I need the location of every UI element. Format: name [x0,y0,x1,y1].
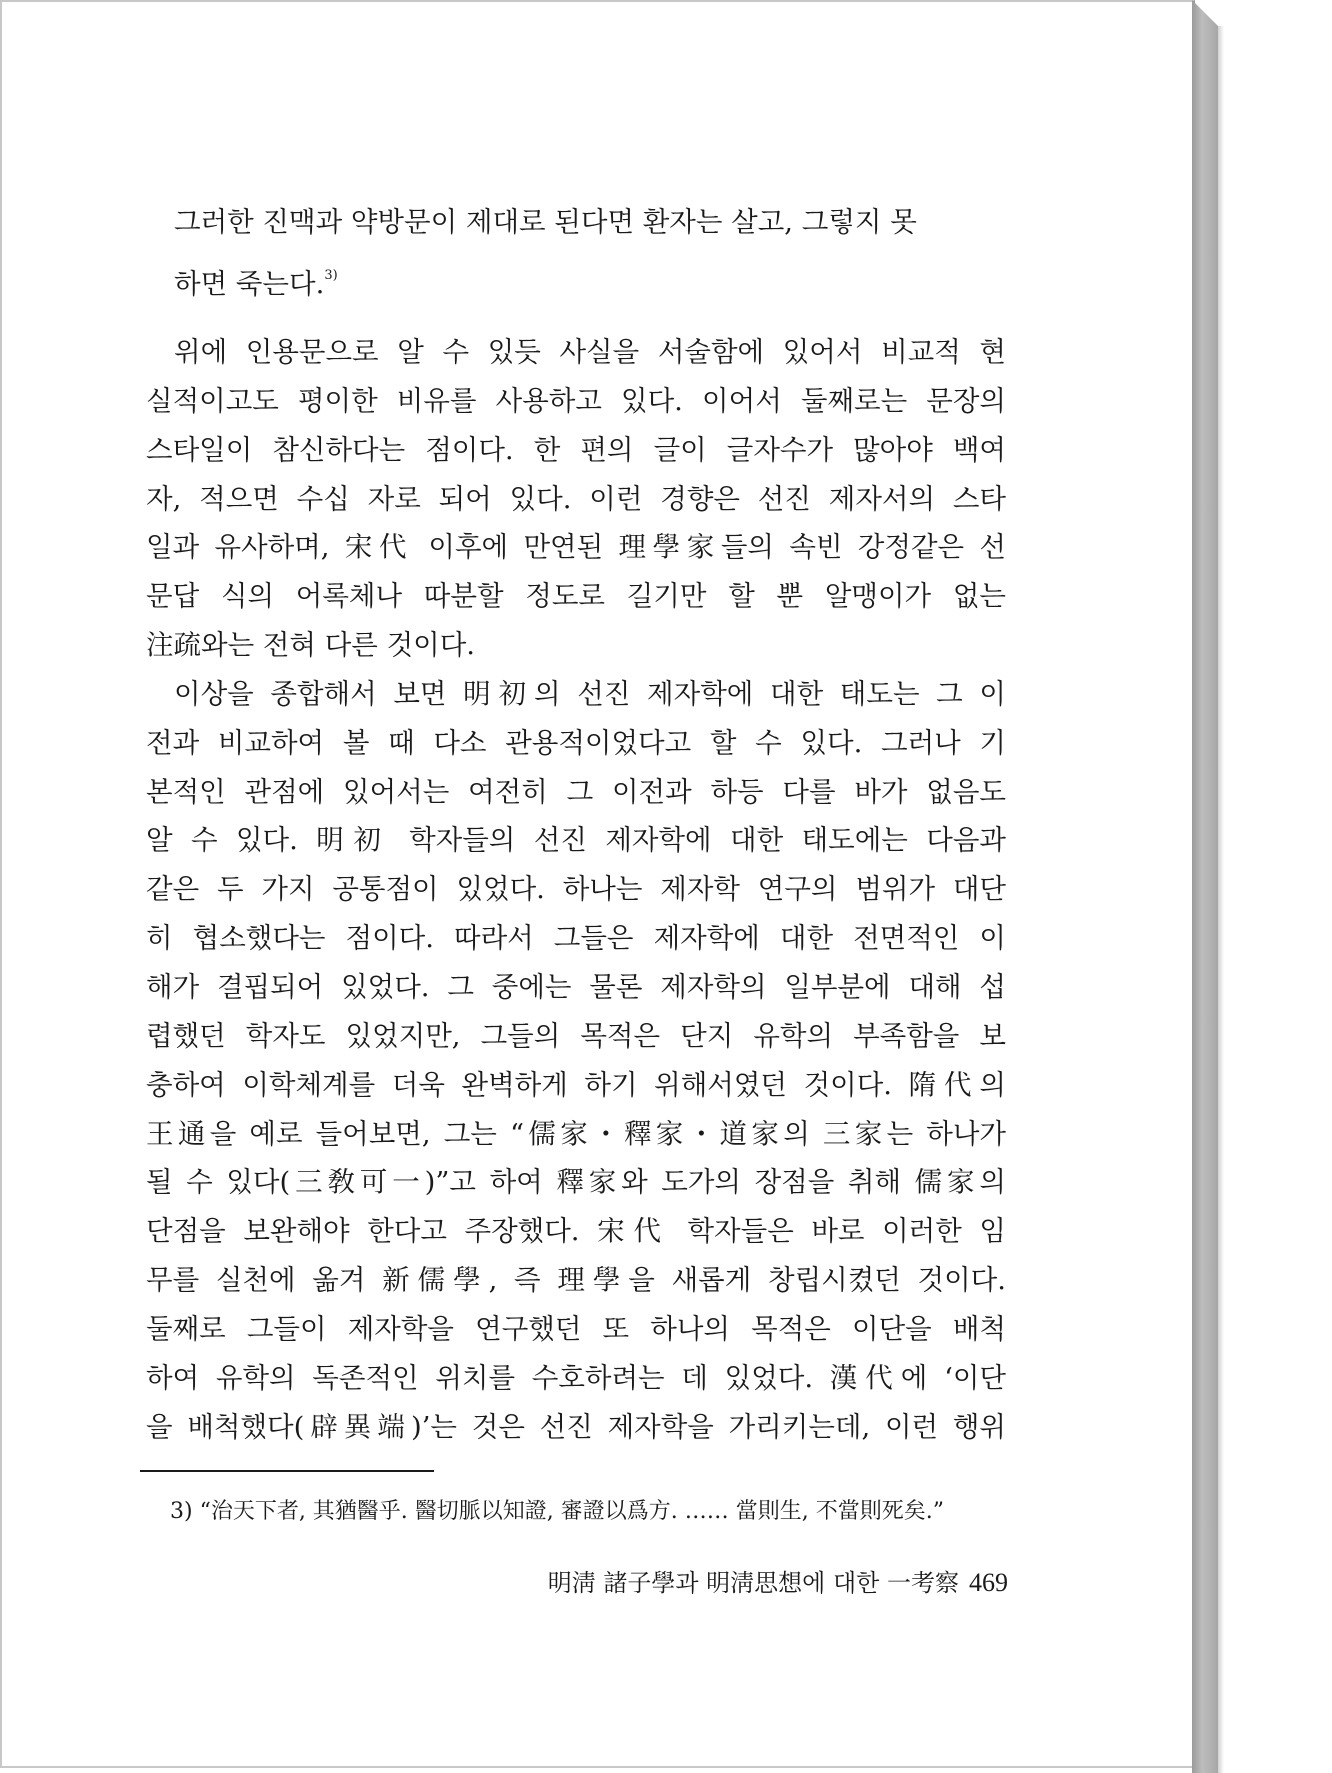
page-shadow [1218,26,1224,1773]
quote-text: 하면 죽는다. [174,268,325,300]
text-line: 히 협소했다는 점이다. 따라서 그들은 제자학에 대한 전면적인 이 [146,922,1006,955]
running-title: 明淸 諸子學과 明淸思想에 대한 一考察 [547,1569,959,1597]
text-line: 무를 실천에 옮겨 新儒學, 즉 理學을 새롭게 창립시켰던 것이다. [146,1264,1006,1297]
text-line: 王通을 예로 들어보면, 그는 “儒家・釋家・道家의 三家는 하나가 [146,1117,1006,1150]
running-footer [520,1563,1008,1598]
text-line: 알 수 있다. 明初 학자들의 선진 제자학에 대한 태도에는 다음과 [146,824,1006,857]
text-line: 스타일이 참신하다는 점이다. 한 편의 글이 글자수가 많아야 백여 [146,433,1006,466]
page-stack-edge [1192,0,1218,1773]
text-line: 문답 식의 어록체나 따분할 정도로 길기만 할 뿐 알맹이가 없는 [146,580,1006,613]
text-line: 충하여 이학체계를 더욱 완벽하게 하기 위해서였던 것이다. 隋代의 [146,1068,1006,1101]
text-line: 전과 비교하여 볼 때 다소 관용적이었다고 할 수 있다. 그러나 기 [146,726,1006,759]
text-line: 하여 유학의 독존적인 위치를 수호하려는 데 있었다. 漢代에 ‘이단 [146,1361,1006,1394]
text-line: 해가 결핍되어 있었다. 그 중에는 물론 제자학의 일부분에 대해 섭 [146,970,1006,1003]
quote-line: 그러한 진맥과 약방문이 제대로 된다면 환자는 살고, 그렇지 못 [174,206,917,238]
text-line: 될 수 있다(三敎可一)”고 하여 釋家와 도가의 장점을 취해 儒家의 [146,1166,1006,1199]
text-line: 이상을 종합해서 보면 明初의 선진 제자학에 대한 태도는 그 이 [174,677,1006,710]
text-line: 본적인 관점에 있어서는 여전히 그 이전과 하등 다를 바가 없음도 [146,775,1006,808]
text-line: 注疏와는 전혀 다른 것이다. [146,629,476,662]
page-number: 469 [969,1568,1008,1597]
text-line: 같은 두 가지 공통점이 있었다. 하나는 제자학 연구의 범위가 대단 [146,873,1006,906]
text-line: 렵했던 학자도 있었지만, 그들의 목적은 단지 유학의 부족함을 보 [146,1019,1006,1052]
footnote-reference: 3) [324,268,338,283]
footnote: 3) “治天下者, 其猶醫乎. 醫切脈以知證, 審證以爲方. …… 當則生, 不當則死矣.” [170,1499,944,1524]
text-line: 자, 적으면 수십 자로 되어 있다. 이런 경향은 선진 제자서의 스타 [146,482,1006,515]
text-line: 둘째로 그들이 제자학을 연구했던 또 하나의 목적은 이단을 배척 [146,1312,1006,1345]
quote-line [174,254,982,308]
text-line: 을 배척했다(辟異端)’는 것은 선진 제자학을 가리키는데, 이런 행위 [146,1410,1006,1443]
body-text [146,328,1006,1451]
text-line: 단점을 보완해야 한다고 주장했다. 宋代 학자들은 바로 이러한 임 [146,1215,1006,1248]
text-line: 위에 인용문으로 알 수 있듯 사실을 서술함에 있어서 비교적 현 [174,336,1006,368]
footnote-divider [140,1470,434,1472]
text-line: 일과 유사하며, 宋代 이후에 만연된 理學家들의 속빈 강정같은 선 [146,531,1006,564]
text-line: 실적이고도 평이한 비유를 사용하고 있다. 이어서 둘째로는 문장의 [146,384,1006,417]
block-quote [174,200,982,308]
